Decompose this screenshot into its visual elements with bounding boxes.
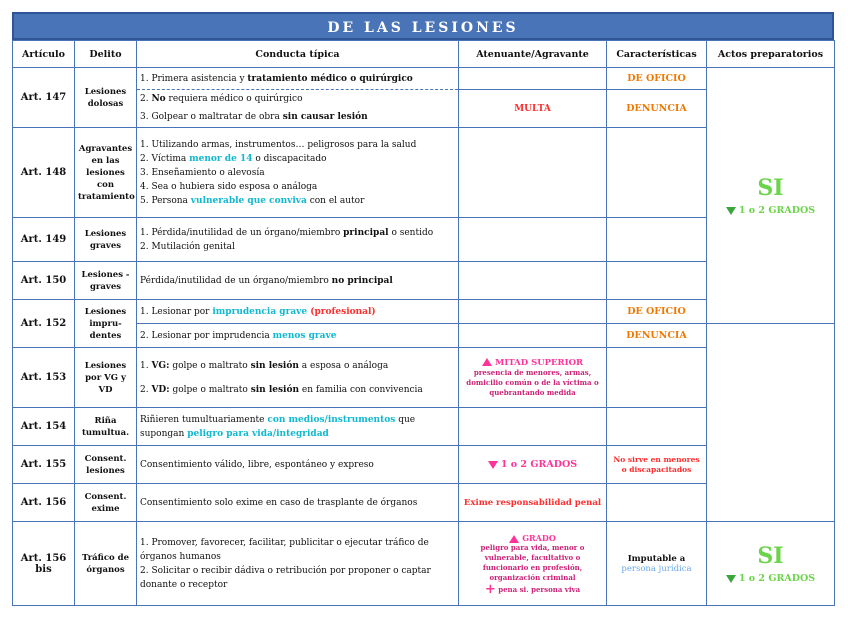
article-cell: Art. 152 — [13, 300, 75, 348]
agrav-plus: pena si. persona viva — [498, 584, 581, 594]
header-delito: Delito — [75, 41, 137, 68]
row-art-153 — [13, 348, 835, 408]
arrow-down-icon — [488, 461, 498, 469]
conduct-cell: 1. VG: golpe o maltrato sin lesión a esposa o análoga 2. VD: golpe o maltrato sin lesión en familia con convivencia — [137, 348, 459, 408]
header-atenuante: Atenuante/Agravante — [459, 41, 607, 68]
agrav-cell-empty — [459, 262, 607, 300]
arrow-up-icon — [509, 535, 519, 543]
row-art-156 — [13, 484, 835, 522]
agrav-cell-empty — [459, 68, 607, 90]
car-cell-empty — [607, 408, 707, 446]
agrav-title: GRADO — [522, 532, 556, 543]
header-actos: Actos preparatorios — [707, 41, 835, 68]
caracteristica-persona-juridica: persona jurídica — [621, 563, 692, 574]
agrav-multa: MULTA — [459, 90, 607, 128]
agrav-grados: 1 o 2 GRADOS — [500, 459, 578, 470]
header-conducta: Conducta típica — [137, 41, 459, 68]
conduct-cell: Riñieren tumultuariamente con medios/instrumentos que supongan peligro para vida/integridad — [137, 408, 459, 446]
caracteristica-oficio: DE OFICIO — [607, 68, 707, 90]
car-cell-empty — [607, 128, 707, 218]
actos-si-label: SI — [757, 175, 784, 201]
header-caracteristicas: Características — [607, 41, 707, 68]
delito-cell: Consent. lesiones — [75, 446, 137, 484]
agrav-cell — [459, 522, 607, 606]
agrav-body: peligro para vida, menor o vulnerable, facultativo o funcionario en profesión, organización criminal — [480, 542, 585, 582]
agrav-cell-empty — [459, 128, 607, 218]
conduct-cell: 2. Lesionar por imprudencia menos grave — [137, 324, 459, 348]
actos-si-label: SI — [757, 543, 784, 569]
agrav-body: presencia de menores, armas, domicilio común o de la víctima o quebrantando medida — [466, 367, 599, 397]
caracteristica-denuncia: DENUNCIA — [607, 90, 707, 128]
actos-si-cell — [707, 522, 835, 606]
row-art-156-bis — [13, 522, 835, 606]
agrav-cell — [459, 446, 607, 484]
arrow-down-icon — [726, 207, 736, 215]
arrow-up-icon — [482, 358, 492, 366]
delito-cell: Consent. exime — [75, 484, 137, 522]
agrav-cell — [459, 348, 607, 408]
delito-cell: Lesiones graves — [75, 218, 137, 262]
conduct-cell: 1. Promover, favorecer, facilitar, publicitar o ejecutar tráfico de órganos humanos 2. Solicitar o recibir dádiva o retribución por proponer o captar donante o receptor — [137, 522, 459, 606]
conduct-cell: Consentimiento solo exime en caso de trasplante de órganos — [137, 484, 459, 522]
plus-icon: + — [484, 581, 496, 597]
caracteristica-menores: No sirve en menores o discapacitados — [607, 446, 707, 484]
article-cell: Art. 154 — [13, 408, 75, 446]
conduct-cell: 3. Golpear o maltratar de obra sin causar lesión — [137, 108, 459, 128]
header-articulo: Artículo — [13, 41, 75, 68]
sheet-title: DE LAS LESIONES — [12, 12, 834, 40]
row-art-155 — [13, 446, 835, 484]
conduct-cell: 1. Primera asistencia y tratamiento médico o quirúrgico — [137, 68, 459, 90]
article-cell: Art. 147 — [13, 68, 75, 128]
row-art-147-a — [13, 68, 835, 90]
conduct-cell: 1. Lesionar por imprudencia grave (profesional) — [137, 300, 459, 324]
car-cell-empty — [607, 484, 707, 522]
conduct-cell: 2. No requiera médico o quirúrgico — [137, 90, 459, 108]
actos-grados: 1 o 2 GRADOS — [738, 573, 816, 584]
delito-cell: Lesiones dolosas — [75, 68, 137, 128]
agrav-cell-empty — [459, 218, 607, 262]
actos-si-cell — [707, 68, 835, 324]
delito-cell: Lesiones - graves — [75, 262, 137, 300]
conduct-cell: Consentimiento válido, libre, espontáneo y expreso — [137, 446, 459, 484]
lesiones-sheet — [12, 12, 834, 606]
row-art-152-b — [13, 324, 835, 348]
delito-cell: Tráfico de órganos — [75, 522, 137, 606]
article-cell: Art. 148 — [13, 128, 75, 218]
lesiones-table — [12, 40, 835, 606]
caracteristica-imputable: Imputable a — [627, 553, 686, 564]
car-cell-empty — [607, 262, 707, 300]
arrow-down-icon — [726, 575, 736, 583]
article-cell: Art. 149 — [13, 218, 75, 262]
caracteristica-denuncia: DENUNCIA — [607, 324, 707, 348]
agrav-cell-empty — [459, 408, 607, 446]
car-cell-empty — [607, 218, 707, 262]
article-cell: Art. 156 bis — [13, 522, 75, 606]
delito-cell: Lesiones por VG y VD — [75, 348, 137, 408]
agrav-cell-empty — [459, 300, 607, 324]
actos-grados: 1 o 2 GRADOS — [738, 205, 816, 216]
conduct-cell: 1. Pérdida/inutilidad de un órgano/miembro principal o sentido 2. Mutilación genital — [137, 218, 459, 262]
conduct-cell: 1. Utilizando armas, instrumentos… peligrosos para la salud 2. Víctima menor de 14 o discapacitado 3. Enseñamiento o alevosía 4. Sea o hubiera sido esposa o análoga 5. Persona vulnerable que conviva con el autor — [137, 128, 459, 218]
delito-cell: Lesiones impru-dentes — [75, 300, 137, 348]
agrav-exime: Exime responsabilidad penal — [459, 484, 607, 522]
car-cell — [607, 522, 707, 606]
agrav-title: MITAD SUPERIOR — [494, 357, 584, 368]
article-cell: Art. 156 — [13, 484, 75, 522]
article-cell: Art. 155 — [13, 446, 75, 484]
caracteristica-oficio: DE OFICIO — [607, 300, 707, 324]
article-cell: Art. 150 — [13, 262, 75, 300]
agrav-cell-empty — [459, 324, 607, 348]
conduct-cell: Pérdida/inutilidad de un órgano/miembro no principal — [137, 262, 459, 300]
delito-cell: Agravantes en las lesiones con tratamiento — [75, 128, 137, 218]
header-row — [13, 41, 835, 68]
delito-cell: Riña tumultua. — [75, 408, 137, 446]
row-art-154 — [13, 408, 835, 446]
article-cell: Art. 153 — [13, 348, 75, 408]
car-cell-empty — [607, 348, 707, 408]
